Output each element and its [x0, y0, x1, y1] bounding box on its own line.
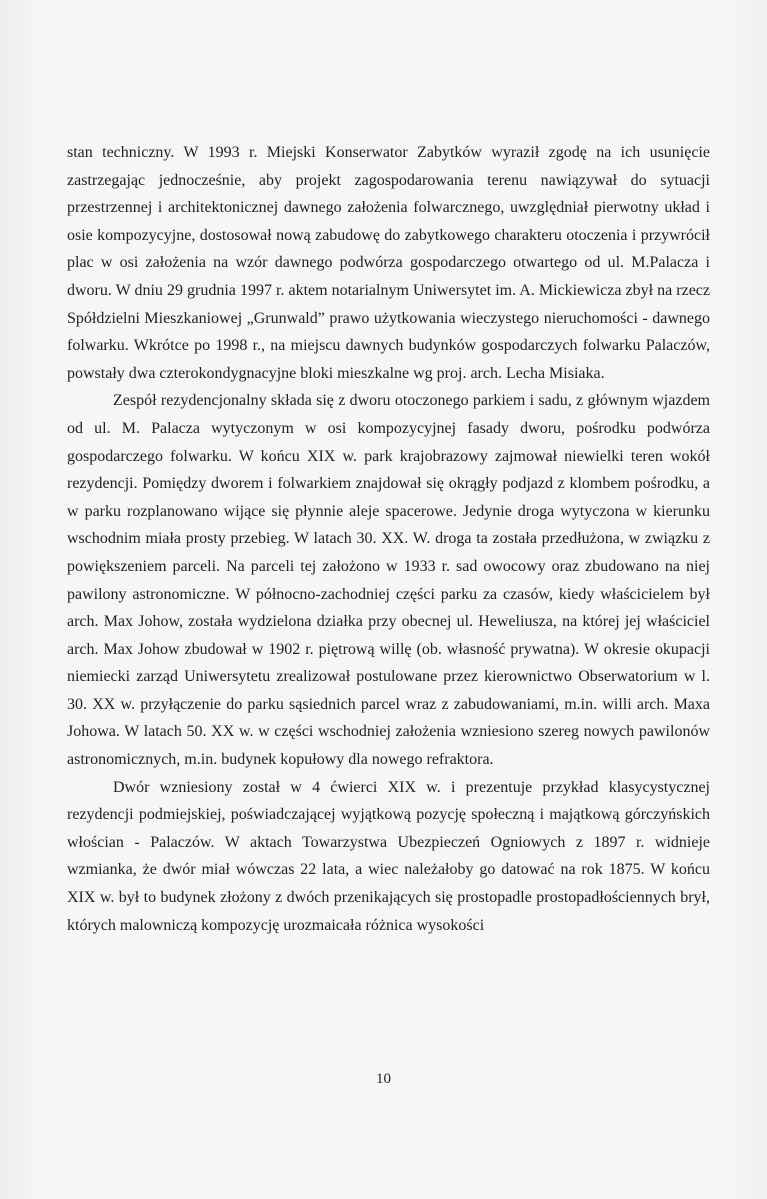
body-text [67, 139, 710, 939]
paragraph-3: Dwór wzniesiony został w 4 ćwierci XIX w. i prezentuje przykład klasycystycznej rezydencji podmiejskiej, poświadczającej wyjątkową pozycję społeczną i majątkową górczyńskich włościan - Palaczów. W aktach Towarzystwa Ubezpieczeń Ogniowych z 1897 r. widnieje wzmianka, że dwór miał wówczas 22 lata, a wiec należałoby go datować na rok 1875. W końcu XIX w. był to budynek złożony z dwóch przenikających się prostopadle prostopadłościennych brył, których malowniczą kompozycję urozmaicała różnica wysokości [67, 778, 710, 934]
paragraph-2: Zespół rezydencjonalny składa się z dworu otoczonego parkiem i sadu, z głównym wjazdem od ul. M. Palacza wytyczonym w osi kompozycyjnej fasady dworu, pośrodku podwórza gospodarczego folwarku. W końcu XIX w. park krajobrazowy zajmował niewielki teren wokół rezydencji. Pomiędzy dworem i folwarkiem znajdował się okrągły podjazd z klombem pośrodku, a w parku rozplanowano wijące się płynnie aleje spacerowe. Jedynie droga wytyczona w kierunku wschodnim miała prosty przebieg. W latach 30. XX. W. droga ta została przedłużona, w związku z powiększeniem parceli. Na parceli tej założono w 1933 r. sad owocowy oraz zbudowano na niej pawilony astronomiczne. W północno-zachodniej części parku za czasów, kiedy właścicielem był arch. Max Johow, została wydzielona działka przy obecnej ul. Heweliusza, na której jej właściciel arch. Max Johow zbudował w 1902 r. piętrową willę (ob. własność prywatna). W okresie okupacji niemiecki zarząd Uniwersytetu zrealizował postulowane przez kierownictwo Obserwatorium w l. 30. XX w. przyłączenie do parku sąsiednich parcel wraz z zabudowaniami, m.in. willi arch. Maxa Johowa. W latach 50. XX w. w części wschodniej założenia wzniesiono szereg nowych pawilonów astronomicznych, m.in. budynek kopułowy dla nowego refraktora. [67, 392, 710, 769]
paragraph-1: stan techniczny. W 1993 r. Miejski Konserwator Zabytków wyraził zgodę na ich usunięcie zastrzegając jednocześnie, aby projekt zagospodarowania terenu nawiązywał do sytuacji przestrzennej i architektonicznej dawnego założenia folwarcznego, uwzględniał pierwotny układ i osie kompozycyjne, dostosował nową zabudowę do zabytkowego charakteru otoczenia i przywrócił plac w osi założenia na wzór dawnego podwórza gospodarczego otwartego od ul. M.Palacza i dworu. W dniu 29 grudnia 1997 r. aktem notarialnym Uniwersytet im. A. Mickiewicza zbył na rzecz Spółdzielni Mieszkaniowej „Grunwald” prawo użytkowania wieczystego nieruchomości - dawnego folwarku. Wkrótce po 1998 r., na miejscu dawnych budynków gospodarczych folwarku Palaczów, powstały dwa czterokondygnacyjne bloki mieszkalne wg proj. arch. Lecha Misiaka. [67, 144, 710, 382]
page-number: 10 [376, 1071, 391, 1087]
